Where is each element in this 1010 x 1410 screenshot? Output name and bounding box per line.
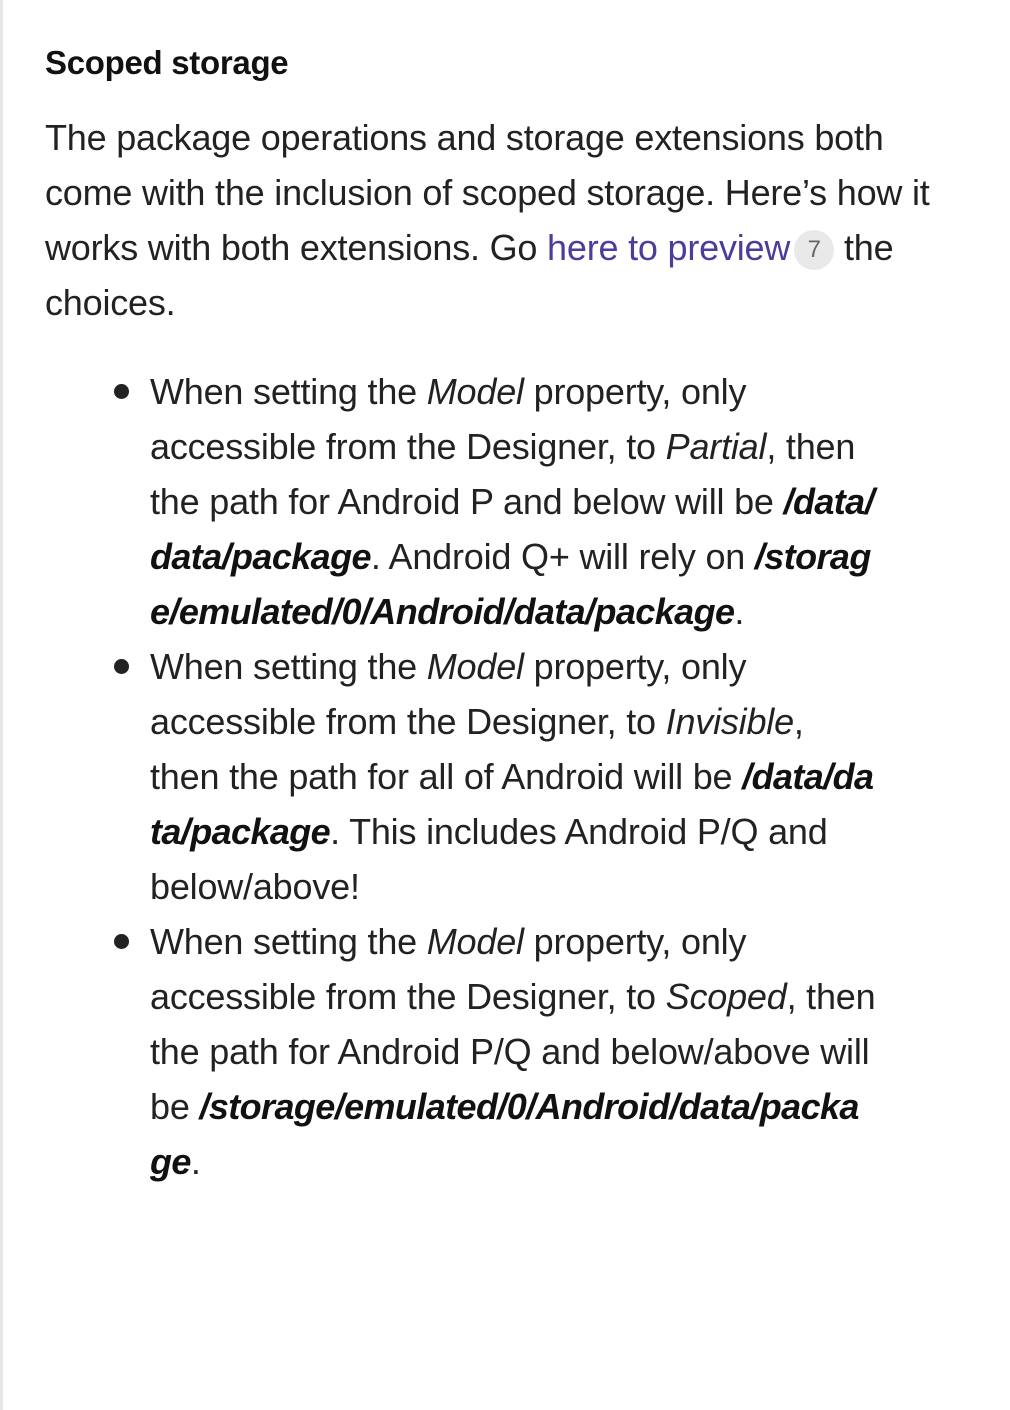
intro-text-after: the choices.	[45, 227, 894, 323]
list-item-text: When setting the	[150, 646, 427, 687]
post-body	[45, 38, 980, 1189]
invisible-term: Invisible	[665, 701, 794, 742]
list-item-invisible	[150, 639, 880, 914]
model-term: Model	[426, 921, 524, 962]
model-term: Model	[426, 646, 524, 687]
list-item-text: , then the path for Android P and below will be	[150, 426, 856, 522]
bullet-dot-icon	[114, 659, 129, 674]
left-border	[0, 0, 3, 1410]
scoped-term: Scoped	[665, 976, 787, 1017]
list-item-text: . Android Q+ will rely on	[370, 536, 755, 577]
list-item-text: property, only accessible from the Designer, to	[150, 921, 747, 1017]
list-item-text: When setting the	[150, 371, 427, 412]
path-storage-emulated: /storage/emulated/0/Android/data/package	[150, 536, 871, 632]
bullet-dot-icon	[114, 934, 129, 949]
intro-text-before: The package operations and storage extensions both come with the inclusion of scoped storage. Here’s how it works with both extensions. Go	[45, 117, 930, 268]
list-item-text: , then the path for Android P/Q and below/above will be	[150, 976, 876, 1127]
path-data-data-package: /data/data/package	[150, 481, 874, 577]
list-item-text: .	[190, 1141, 201, 1182]
model-term: Model	[426, 371, 524, 412]
list-item-scoped	[150, 914, 880, 1189]
path-storage-emulated: /storage/emulated/0/Android/data/package	[150, 1086, 859, 1182]
list-item-text: , then the path for all of Android will be	[150, 701, 804, 797]
section-heading: Scoped storage	[45, 44, 289, 81]
list-item-text: When setting the	[150, 921, 427, 962]
bullet-dot-icon	[114, 384, 129, 399]
scoped-storage-options-list	[45, 364, 880, 1189]
partial-term: Partial	[665, 426, 767, 467]
list-item-text: property, only accessible from the Designer, to	[150, 371, 747, 467]
list-item-text: .	[734, 591, 745, 632]
path-data-data-package: /data/data/package	[150, 756, 874, 852]
intro-paragraph	[45, 110, 980, 330]
link-click-count-badge: 7	[794, 230, 834, 270]
preview-link[interactable]: here to preview	[547, 227, 791, 268]
list-item-partial	[150, 364, 880, 639]
list-item-text: . This includes Android P/Q and below/above!	[150, 811, 828, 907]
list-item-text: property, only accessible from the Designer, to	[150, 646, 747, 742]
